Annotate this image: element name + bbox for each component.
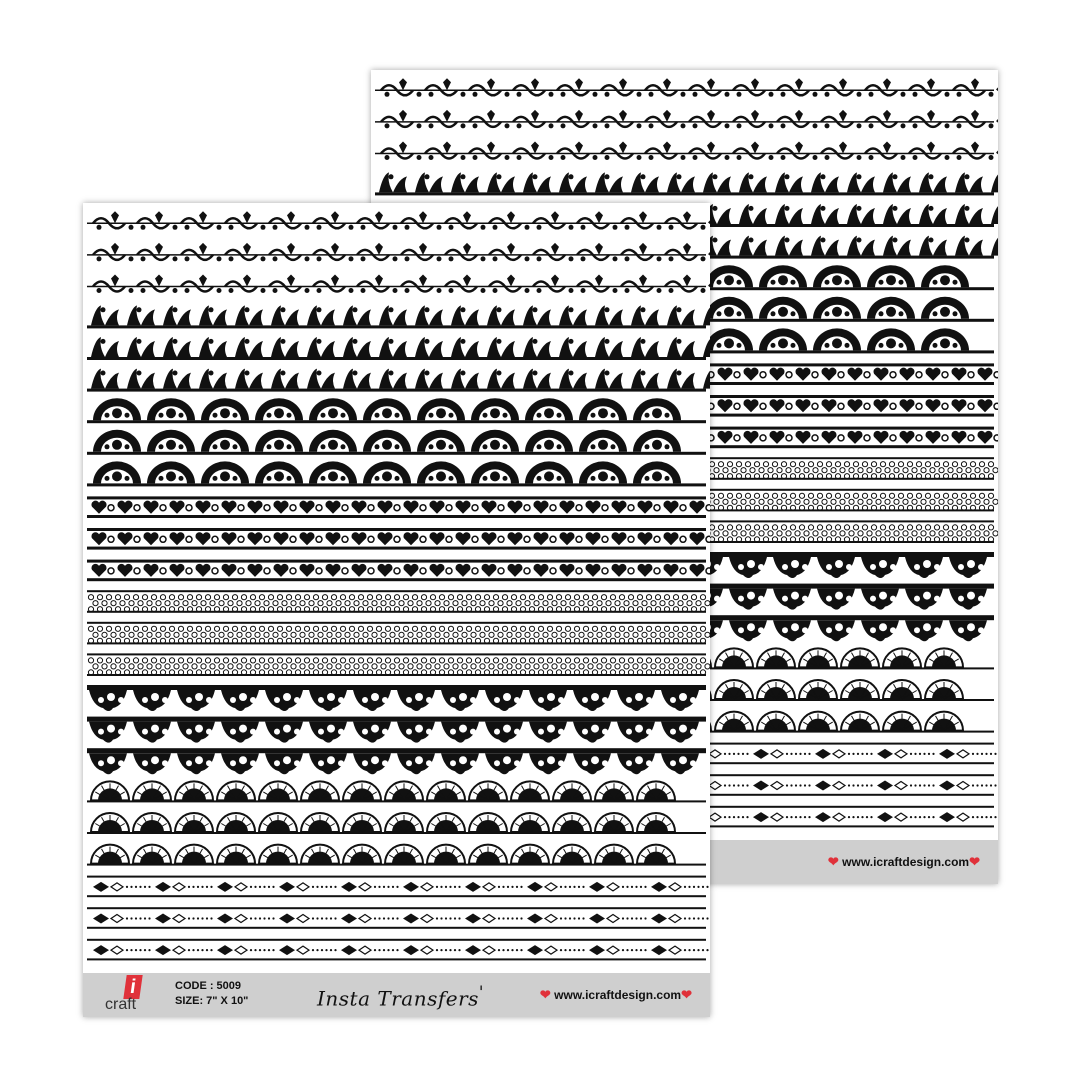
border-row-scroll-swirl xyxy=(87,211,710,230)
border-row-scroll-swirl xyxy=(375,78,998,97)
logo-word: craft xyxy=(105,996,137,1013)
product-meta xyxy=(175,979,248,1009)
transfer-sheet-front xyxy=(83,203,710,1017)
heart-icon: ❤ xyxy=(681,987,692,1002)
border-row-scroll-swirl xyxy=(375,110,998,128)
sheet-footer-front xyxy=(83,973,710,1017)
border-row-sunburst-arc xyxy=(87,813,706,834)
border-row-fleur-fan xyxy=(375,172,998,195)
border-row-scroll-swirl xyxy=(375,142,998,161)
border-row-dot-mesh xyxy=(87,653,710,676)
product-size: SIZE: 7" X 10" xyxy=(175,995,249,1007)
border-row-scroll-swirl xyxy=(87,275,710,294)
heart-icon: ❤ xyxy=(539,987,551,1002)
border-row-heart-lace xyxy=(87,560,710,582)
border-row-scroll-swirl xyxy=(87,243,710,262)
border-row-flower-scallop xyxy=(87,717,706,743)
border-row-sunburst-arc xyxy=(87,845,706,866)
border-row-heart-lace xyxy=(87,496,710,518)
border-row-heart-lace xyxy=(87,528,710,550)
website-text: www.icraftdesign.com xyxy=(842,855,970,869)
border-row-half-medallion xyxy=(87,430,706,455)
border-row-dot-mesh xyxy=(87,622,710,645)
border-row-half-medallion xyxy=(87,461,706,486)
border-row-dot-mesh xyxy=(87,590,710,613)
trademark-mark: ' xyxy=(478,983,484,1002)
website-label-back[interactable] xyxy=(828,854,980,870)
border-row-sunburst-arc xyxy=(87,781,706,802)
border-row-fleur-fan xyxy=(87,337,710,360)
border-row-flower-scallop xyxy=(87,685,706,711)
border-patterns-front xyxy=(83,203,710,973)
brand-name-text: Insta Transfers xyxy=(317,986,479,1011)
heart-icon: ❤ xyxy=(969,854,980,869)
logo-letter: i xyxy=(123,975,142,999)
border-row-geometric-band xyxy=(87,876,709,898)
border-row-fleur-fan xyxy=(87,369,710,392)
border-row-half-medallion xyxy=(87,398,706,423)
brand-name xyxy=(317,983,484,1011)
website-label-front[interactable] xyxy=(540,987,692,1003)
border-row-geometric-band xyxy=(87,907,709,929)
border-row-flower-scallop xyxy=(87,748,706,774)
website-text: www.icraftdesign.com xyxy=(554,988,682,1002)
heart-icon: ❤ xyxy=(827,854,839,869)
product-code: CODE : 5009 xyxy=(175,980,242,992)
border-row-geometric-band xyxy=(87,939,709,961)
border-row-fleur-fan xyxy=(87,305,710,328)
icraft-logo xyxy=(101,975,161,1015)
